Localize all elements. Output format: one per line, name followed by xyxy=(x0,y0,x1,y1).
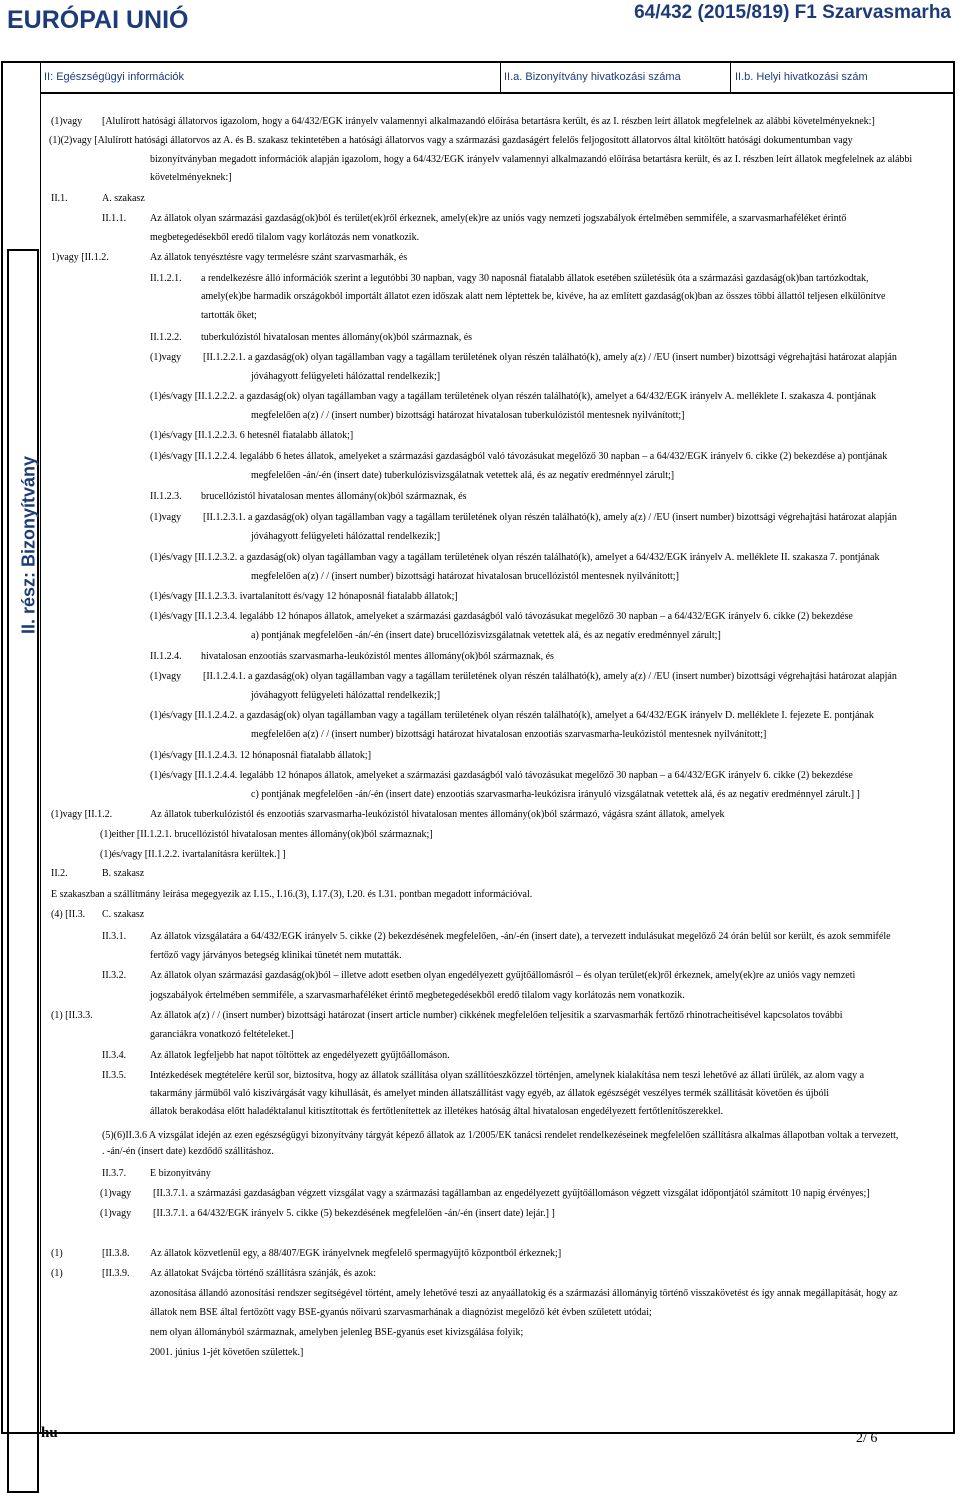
body-text-line: (1)és/vagy [II.1.2.2.3. 6 hetesnél fiatalabb állatok;] xyxy=(150,430,354,441)
body-text-line: II.1. xyxy=(51,193,68,204)
body-text-line: . -án/-én (insert date) kezdődő szállításhoz. xyxy=(102,1146,274,1157)
body-text-line: megfelelően a(z) / / (insert number) bizottsági határozat hivatalosan enzootiás szarvasmarha-leukózistól mentesnek nyilvánított;] xyxy=(251,729,767,740)
body-text-line: (1)vagy xyxy=(100,1208,132,1219)
body-text-line: jóváhagyott felügyeleti hálózattal rendelkezik;] xyxy=(251,531,441,542)
header-col-local-ref: II.b. Helyi hivatkozási szám xyxy=(735,71,868,83)
body-text-line: állatok berakodása előtt haladéktalanul kitisztítottak és fertőtlenítettek az illetékes hatóság által hivatalosan engedélyezett fertőtlenítőszerekkel. xyxy=(150,1106,724,1117)
table-header-row xyxy=(40,61,955,94)
body-text-line: tartották őket; xyxy=(201,310,257,321)
body-text-line: azonosítása állandó azonosítási rendszer segítségével történt, amely lehetővé teszi az anyaállatokig és a származási állományig történő visszakövetést és így annak megállapítását, hogy az xyxy=(150,1288,898,1299)
body-text-line: A. szakasz xyxy=(102,193,145,204)
body-text-line: Az állatok legfeljebb hat napot töltöttek az engedélyezett gyűjtőállomáson. xyxy=(150,1050,450,1061)
body-text-line: jogszabályok értelmében semmiféle, a szarvasmarhaféléket érintő megbetegedésekből eredő tilalom vagy korlátozás nem vonatkozik. xyxy=(150,990,685,1001)
body-text-line: II.1.1. xyxy=(102,213,127,224)
body-text-line: [II.3.8. xyxy=(102,1248,130,1259)
body-text-line: E szakaszban a szállítmány leírása megegyezik az I.15., I.16.(3), I.17.(3), I.20. és I.31. pontban megadott információval. xyxy=(51,889,533,900)
body-text-line: 1)vagy [II.1.2. xyxy=(51,252,109,263)
body-text-line: (1)vagy xyxy=(150,671,182,682)
body-text-line: garanciákra vonatkozó feltételeket.] xyxy=(150,1029,294,1040)
body-text-line: (1)either [II.1.2.1. brucellózistól hivatalosan mentes állomány(ok)ból származnak;] xyxy=(100,829,433,840)
sidebar xyxy=(1,61,41,1434)
body-text-line: (1)vagy xyxy=(150,512,182,523)
body-text-line: (1)és/vagy [II.1.2.3.4. legalább 12 hónapos állatok, amelyeket a származási gazdaságból való távozásukat megelőző 30 napban – a 64/432/EGK irányelv 6. cikke (2) bekezdése xyxy=(150,611,853,622)
body-text-line: II.3.2. xyxy=(102,970,127,981)
body-text-line: (1)és/vagy [II.1.2.2.4. legalább 6 hetes állatok, amelyeket a származási gazdaságból való távozásukat megelőző 30 napban – a 64/432/EGK irányelv 6. cikke (2) bekezdése a) pontjának xyxy=(150,451,888,462)
body-text-line: II.3.7. xyxy=(102,1168,127,1179)
body-text-line: (1) xyxy=(51,1248,63,1259)
body-text-line: állatok nem BSE által fertőzött vagy BSE-gyanús nőivarú szarvasmarhának a diagnózist megelőző két évben született utódai; xyxy=(150,1307,652,1318)
body-text-line: (1)és/vagy [II.1.2.4.3. 12 hónaposnál fiatalabb állatok;] xyxy=(150,750,372,761)
body-text-line: (1) xyxy=(51,1268,63,1279)
body-text-line: 2001. június 1-jét követően születtek.] xyxy=(150,1347,304,1358)
column-divider xyxy=(500,61,501,92)
body-text-line: brucellózistól hivatalosan mentes állomány(ok)ból származnak, és xyxy=(201,491,467,502)
body-text-line: (1)vagy xyxy=(150,352,182,363)
body-text-line: Intézkedések megtételére kerül sor, biztosítva, hogy az állatok szállítása olyan szállítóeszközzel történjen, amelynek kialakítása nem teszi lehetővé az állati ürülék, az alom vagy a xyxy=(150,1070,865,1081)
body-text-line: C. szakasz xyxy=(102,909,145,920)
body-text-line: a) pontjának megfelelően -án/-én (insert date) brucellózisvizsgálatnak vetettek alá, és az negatív eredménnyel zárult;] xyxy=(251,630,721,641)
body-text-line: II.3.5. xyxy=(102,1070,127,1081)
body-text-line: (4) [II.3. xyxy=(51,909,86,920)
body-text-line: Az állatok vizsgálatára a 64/432/EGK irányelv 5. cikke (2) bekezdésének megfelelően, -án/-én (insert date), a tervezett indulásukat megelőző 24 órán belül sor került, és azok semmiféle xyxy=(150,931,891,942)
body-text-line: II.1.2.3. xyxy=(150,491,182,502)
body-text-line: Az állatok olyan származási gazdaság(ok)ból – illetve adott esetben olyan engedélyezett gyűjtőállomásról – és olyan terület(ek)ről érkeznek, amely(ek)re az uniós vagy nemzeti xyxy=(150,970,856,981)
body-text-line: jóváhagyott felügyeleti hálózattal rendelkezik;] xyxy=(251,690,441,701)
body-text-line: takarmány járműből való kiszivárgását vagy kihullását, és amelyet minden állatszállítást vagy egyéb, az állatok egészségét veszélyes termék szállítását követően és újbóli xyxy=(150,1088,830,1099)
body-text-line: (1)és/vagy [II.1.2.3.3. ivartalanított és/vagy 12 hónaposnál fiatalabb állatok;] xyxy=(150,591,458,602)
body-text-line: II.3.4. xyxy=(102,1050,127,1061)
body-text-line: Az állatok tuberkulózistól és enzootiás szarvasmarha-leukózistól hivatalosan mentes állomány(ok)ból származó, vágásra szánt állatok, amelyek xyxy=(150,809,725,820)
body-text-line: jóváhagyott felügyeleti hálózattal rendelkezik;] xyxy=(251,371,441,382)
body-text-line: II.1.2.1. xyxy=(150,273,182,284)
body-text-line: II.1.2.4. xyxy=(150,651,182,662)
body-text-line: [II.3.9. xyxy=(102,1268,130,1279)
body-text-line: c) pontjának megfelelően -án/-én (insert date) enzootiás szarvasmarha-leukózisra irányuló vizsgálatnak vetettek alá, és az negatív eredménnyel zárult.] ] xyxy=(251,789,860,800)
body-text-line: amely(ek)be harmadik országokból importált állatot ezen időszak alatt nem léptettek be, kivéve, ha az említett gazdaság(ok)ban az összes többi állattól teljesen elkülönítve xyxy=(201,291,886,302)
certificate-frame xyxy=(1,61,955,1434)
footer-language-code: hu xyxy=(41,1425,58,1441)
body-text-line: II.1.2.2. xyxy=(150,332,182,343)
body-text-line: (1)vagy [II.1.2. xyxy=(51,809,113,820)
body-text-line: E bizonyítvány xyxy=(150,1168,211,1179)
body-text-line: megfelelően -án/-én (insert date) tuberkulózisvizsgálatnak vetettek alá, és az negatív eredménnyel zárult;] xyxy=(251,470,675,481)
header-col-certificate-ref: II.a. Bizonyítvány hivatkozási száma xyxy=(504,71,681,83)
body-text-line: Az állatok a(z) / / (insert number) bizottsági határozat (insert article number) cikkének megfelelően teljesítik a szarvasmarhák fertőző rhinotracheitisével kapcsolatos további xyxy=(150,1010,843,1021)
header-union-title: EURÓPAI UNIÓ xyxy=(7,6,189,34)
body-text-line: (1)és/vagy [II.1.2.3.2. a gazdaság(ok) olyan tagállamban vagy a tagállam területének olyan részén található(k), amelyet a 64/432/EGK irányelv A. melléklete II. szakasza 7. pontjának xyxy=(150,552,880,563)
body-text-line: [II.1.2.4.1. a gazdaság(ok) olyan tagállamban vagy a tagállam területének olyan részén található(k), amely a(z) / /EU (insert number) bizottsági végrehajtási határozat alapján xyxy=(203,671,897,682)
column-divider xyxy=(730,61,731,92)
body-text-line: (1)és/vagy [II.1.2.2. ivartalanításra kerültek.] ] xyxy=(100,849,286,860)
body-text-line: (1)és/vagy [II.1.2.4.2. a gazdaság(ok) olyan tagállamban vagy a tagállam területének olyan részén található(k), amelyet a 64/432/EGK irányelv D. melléklete I. fejezete E. pontjának xyxy=(150,710,874,721)
body-text-line: II.2. xyxy=(51,868,68,879)
body-text-line: Az állatok olyan származási gazdaság(ok)ból és terület(ek)ről érkeznek, amely(ek)re az uniós vagy nemzeti jogszabályok értelmében semmiféle, a szarvasmarhaféléket érintő xyxy=(150,213,847,224)
body-text-line: (1)vagy xyxy=(100,1188,132,1199)
body-text-line: [Alulírott hatósági állatorvos igazolom, hogy a 64/432/EGK irányelv valamennyi alkalmazandó előírása betartásra került, és az I. részben leírt állatok megfelelnek az alábbi követelményeknek:] xyxy=(102,116,875,127)
body-text-line: bizonyítványban megadott információk alapján igazolom, hogy a 64/432/EGK irányelv valamennyi alkalmazandó előírása betartásra került, és az I. részben leírt állatok megfelelnek az alábbi xyxy=(150,154,913,165)
body-text-line: Az állatok közvetlenül egy, a 88/407/EGK irányelvnek megfelelő spermagyűjtő központból érkeznek;] xyxy=(150,1248,562,1259)
sidebar-box xyxy=(7,249,39,1493)
body-text-line: (1)(2)vagy [Alulírott hatósági állatorvos az A. és B. szakasz tekintetében a hatósági állatorvos vagy a származási gazdaságért felelős feljogosított állatorvos által kitöltött hatósági dokumentumban vagy xyxy=(49,135,853,146)
body-text-line: fertőző vagy járványos betegség klinikai tünetét nem mutatták. xyxy=(150,950,402,961)
body-text-line: tuberkulózistól hivatalosan mentes állomány(ok)ból származnak, és xyxy=(201,332,473,343)
body-text-line: (1)és/vagy [II.1.2.2.2. a gazdaság(ok) olyan tagállamban vagy a tagállam területének olyan részén található(k), amelyet a 64/432/EGK irányelv A. melléklete I. szakasza 4. pontjának xyxy=(150,391,877,402)
body-text-line: [II.3.7.1. a származási gazdaságban végzett vizsgálat vagy a származási tagállamban az engedélyezett gyűjtőállomáson végzett vizsgálat időpontjától számított 10 napig érvényes;] xyxy=(153,1188,870,1199)
body-text-line: Az állatokat Svájcba történő szállításra szánják, és azok: xyxy=(150,1268,377,1279)
body-text-line: [II.1.2.2.1. a gazdaság(ok) olyan tagállamban vagy a tagállam területének olyan részén található(k), amely a(z) / /EU (insert number) bizottsági végrehajtási határozat alapján xyxy=(203,352,897,363)
body-text-line: [II.1.2.3.1. a gazdaság(ok) olyan tagállamban vagy a tagállam területének olyan részén található(k), amely a(z) / /EU (insert number) bizottsági végrehajtási határozat alapján xyxy=(203,512,897,523)
body-text-line: (1)és/vagy [II.1.2.4.4. legalább 12 hónapos állatok, amelyeket a származási gazdaságból való távozásukat megelőző 30 napban – a 64/432/EGK irányelv 6. cikke (2) bekezdése xyxy=(150,770,853,781)
body-text-line: követelményeknek:] xyxy=(150,172,232,183)
header-col-health-info: II: Egészségügyi információk xyxy=(44,71,185,83)
body-text-line: B. szakasz xyxy=(102,868,145,879)
body-text-line: II.3.1. xyxy=(102,931,127,942)
body-text-line: (5)(6)II.3.6 A vizsgálat idején az ezen egészségügyi bizonyítvány tárgyát képező állatok az 1/2005/EK tanácsi rendelet rendelkezéseinek megfelelően szállításra alkalmas állapotban voltak a tervezett, xyxy=(102,1130,899,1141)
body-text-line: Az állatok tenyésztésre vagy termelésre szánt szarvasmarhák, és xyxy=(150,252,408,263)
body-text-line: (1)vagy xyxy=(51,116,83,127)
body-text-line: megfelelően a(z) / / (insert number) bizottsági határozat hivatalosan tuberkulózistól mentesnek nyilvánított;] xyxy=(251,410,685,421)
body-text-line: megbetegedésekből eredő tilalom vagy korlátozás nem vonatkozik. xyxy=(150,232,420,243)
header-form-code: 64/432 (2015/819) F1 Szarvasmarha xyxy=(634,2,951,23)
sidebar-label: II. rész: Bizonyítvány xyxy=(18,455,39,635)
body-text-line: [II.3.7.1. a 64/432/EGK irányelv 5. cikke (5) bekezdésének megfelelően -án/-én (insert date) lejár.] ] xyxy=(153,1208,555,1219)
body-text-line: a rendelkezésre álló információk szerint a legutóbbi 30 napban, vagy 30 naposnál fiatalabb állatok esetében születésük óta a származási gazdaság(ok)ban tartózkodtak, xyxy=(201,273,869,284)
body-text-line: hivatalosan enzootiás szarvasmarha-leukózistól mentes állomány(ok)ból származnak, és xyxy=(201,651,554,662)
footer-page-number: 2/ 6 xyxy=(856,1431,878,1446)
body-text-line: nem olyan állományból származnak, amelyben jelenleg BSE-gyanús eset kivizsgálása folyik; xyxy=(150,1327,524,1338)
body-text-line: megfelelően a(z) / / (insert number) bizottsági határozat hivatalosan brucellózistól mentesnek nyilvánított;] xyxy=(251,571,679,582)
body-text-line: (1) [II.3.3. xyxy=(51,1010,93,1021)
